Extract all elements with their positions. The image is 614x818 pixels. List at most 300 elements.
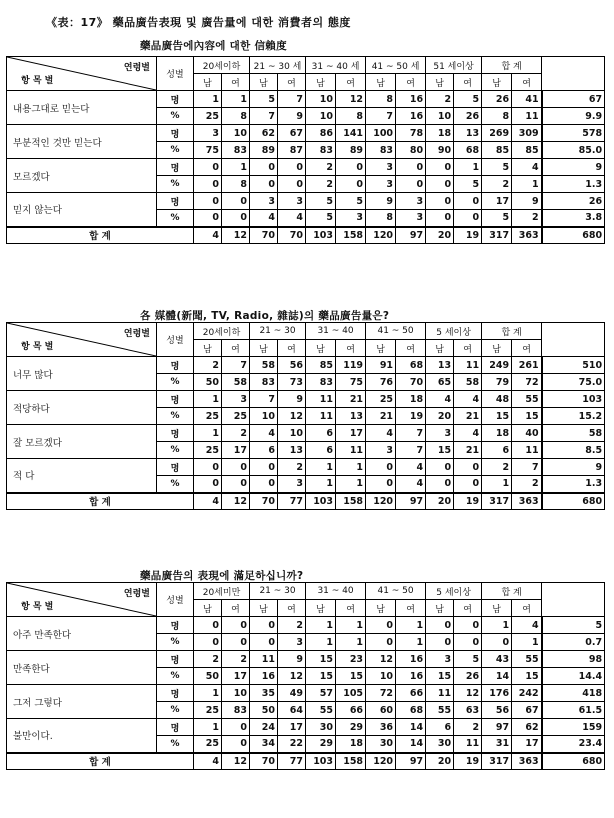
row-category-label: 만족한다 — [7, 651, 157, 685]
female-header: 여 — [336, 340, 366, 357]
female-header: 여 — [278, 340, 306, 357]
count-cell: 12 — [336, 91, 366, 108]
percent-cell: 68 — [396, 702, 426, 719]
total-cell: 120 — [366, 753, 396, 770]
total-cell: 158 — [336, 753, 366, 770]
total-cell: 12 — [222, 227, 250, 244]
count-cell: 78 — [396, 125, 426, 142]
sex-header: 성별 — [157, 57, 194, 91]
table-header-row — [7, 323, 605, 340]
percent-cell: 83 — [306, 142, 336, 159]
percent-cell: 58 — [454, 374, 482, 391]
male-header: 남 — [366, 74, 396, 91]
percent-cell: 3 — [278, 634, 306, 651]
male-header: 남 — [306, 340, 336, 357]
percent-cell: 25 — [222, 408, 250, 425]
count-cell: 16 — [396, 651, 426, 668]
count-cell: 4 — [512, 617, 542, 634]
count-cell: 3 — [396, 193, 426, 210]
item-label: 항 목 별 — [21, 342, 54, 352]
percent-cell: 14 — [396, 736, 426, 753]
count-cell: 9 — [278, 391, 306, 408]
age-group-header: 20세이하 — [194, 57, 250, 74]
table-row — [7, 719, 605, 736]
count-cell: 91 — [366, 357, 396, 374]
percent-cell: 18 — [336, 736, 366, 753]
percent-cell: 79 — [482, 374, 512, 391]
count-cell: 309 — [512, 125, 542, 142]
count-cell: 12 — [454, 685, 482, 702]
female-header: 여 — [454, 74, 482, 91]
count-cell: 26 — [542, 193, 605, 210]
count-cell: 159 — [542, 719, 605, 736]
count-cell: 3 — [250, 193, 278, 210]
row-category-label: 믿지 않는다 — [7, 193, 157, 227]
age-group-header: 5 세이상 — [426, 583, 482, 600]
percent-cell: 15 — [426, 442, 454, 459]
percent-cell: 58 — [222, 374, 250, 391]
percent-cell: 31 — [482, 736, 512, 753]
count-cell: 13 — [454, 125, 482, 142]
count-cell: 4 — [426, 391, 454, 408]
count-cell: 418 — [542, 685, 605, 702]
percent-cell: 83 — [366, 142, 396, 159]
total-label: 합 계 — [7, 753, 194, 770]
total-cell: 70 — [278, 227, 306, 244]
total-cell: 19 — [454, 493, 482, 510]
count-cell: 1 — [222, 159, 250, 176]
table-body — [7, 91, 605, 244]
count-cell: 9 — [512, 193, 542, 210]
age-group-header: 21 ~ 30 세 — [250, 57, 306, 74]
male-header: 남 — [482, 600, 512, 617]
percent-cell: 9 — [278, 108, 306, 125]
percent-cell: 11 — [512, 442, 542, 459]
total-cell: 317 — [482, 493, 512, 510]
female-header: 여 — [336, 74, 366, 91]
count-cell: 97 — [482, 719, 512, 736]
unit-pct-label: % — [157, 142, 194, 159]
count-cell: 11 — [250, 651, 278, 668]
male-header: 남 — [250, 600, 278, 617]
percent-cell: 0 — [194, 634, 222, 651]
percent-cell: 0 — [454, 476, 482, 493]
count-cell: 68 — [396, 357, 426, 374]
row-category-label: 모르겠다 — [7, 159, 157, 193]
count-cell: 1 — [194, 425, 222, 442]
percent-cell: 87 — [278, 142, 306, 159]
age-group-header: 31 ~ 40 세 — [306, 57, 366, 74]
unit-count-label: 명 — [157, 125, 194, 142]
count-cell: 1 — [306, 617, 336, 634]
count-cell: 510 — [542, 357, 605, 374]
table-header-row — [7, 583, 605, 600]
percent-cell: 1 — [396, 634, 426, 651]
count-cell: 10 — [278, 425, 306, 442]
percent-cell: 25 — [194, 408, 222, 425]
total-cell: 120 — [366, 227, 396, 244]
unit-count-label: 명 — [157, 459, 194, 476]
percent-cell: 30 — [426, 736, 454, 753]
count-cell: 5 — [306, 193, 336, 210]
count-cell: 0 — [454, 459, 482, 476]
count-cell: 5 — [250, 91, 278, 108]
count-cell: 18 — [482, 425, 512, 442]
percent-cell: 0 — [336, 176, 366, 193]
total-cell: 70 — [250, 227, 278, 244]
count-cell: 7 — [512, 459, 542, 476]
count-cell: 0 — [194, 459, 222, 476]
percent-cell: 16 — [396, 108, 426, 125]
count-cell: 35 — [250, 685, 278, 702]
count-cell: 18 — [396, 391, 426, 408]
table-row — [7, 685, 605, 702]
percent-cell: 11 — [512, 108, 542, 125]
age-group-header: 21 ~ 30 — [250, 583, 306, 600]
table-row — [7, 617, 605, 634]
percent-cell: 1.3 — [542, 176, 605, 193]
count-cell: 2 — [222, 651, 250, 668]
percent-cell: 10 — [426, 108, 454, 125]
percent-cell: 21 — [454, 442, 482, 459]
count-cell: 7 — [222, 357, 250, 374]
percent-cell: 83 — [250, 374, 278, 391]
count-cell: 1 — [194, 391, 222, 408]
count-cell: 48 — [482, 391, 512, 408]
unit-pct-label: % — [157, 736, 194, 753]
item-label: 항 목 별 — [21, 76, 54, 86]
count-cell: 55 — [512, 651, 542, 668]
percent-cell: 89 — [250, 142, 278, 159]
unit-count-label: 명 — [157, 425, 194, 442]
percent-cell: 8 — [222, 176, 250, 193]
row-category-label: 아주 만족한다 — [7, 617, 157, 651]
percent-cell: 1 — [306, 476, 336, 493]
percent-cell: 1 — [482, 476, 512, 493]
percent-cell: 1.3 — [542, 476, 605, 493]
count-cell: 16 — [396, 91, 426, 108]
female-header: 여 — [396, 340, 426, 357]
count-cell: 141 — [336, 125, 366, 142]
percent-cell: 56 — [482, 702, 512, 719]
male-header: 남 — [306, 600, 336, 617]
percent-cell: 7 — [366, 108, 396, 125]
percent-cell: 15 — [512, 668, 542, 685]
count-cell: 1 — [336, 459, 366, 476]
count-cell: 66 — [396, 685, 426, 702]
male-header: 남 — [426, 600, 454, 617]
percent-cell: 22 — [278, 736, 306, 753]
percent-cell: 3.8 — [542, 210, 605, 227]
unit-pct-label: % — [157, 702, 194, 719]
count-cell: 29 — [336, 719, 366, 736]
female-header: 여 — [454, 340, 482, 357]
count-cell: 3 — [194, 125, 222, 142]
percent-cell: 0 — [426, 176, 454, 193]
count-cell: 0 — [278, 159, 306, 176]
female-header: 여 — [512, 600, 542, 617]
percent-cell: 3 — [366, 442, 396, 459]
unit-pct-label: % — [157, 634, 194, 651]
count-cell: 4 — [454, 425, 482, 442]
unit-pct-label: % — [157, 374, 194, 391]
count-cell: 2 — [454, 719, 482, 736]
count-cell: 0 — [396, 159, 426, 176]
table-row — [7, 651, 605, 668]
percent-cell: 85 — [512, 142, 542, 159]
count-cell: 72 — [366, 685, 396, 702]
total-row — [7, 227, 605, 244]
percent-cell: 2 — [482, 176, 512, 193]
count-cell: 1 — [194, 685, 222, 702]
percent-cell: 14 — [482, 668, 512, 685]
count-cell: 1 — [222, 91, 250, 108]
percent-cell: 7 — [250, 108, 278, 125]
count-cell: 9 — [542, 459, 605, 476]
count-cell: 67 — [542, 91, 605, 108]
table-body — [7, 357, 605, 510]
percent-cell: 8.5 — [542, 442, 605, 459]
count-cell: 2 — [194, 651, 222, 668]
percent-cell: 8 — [336, 108, 366, 125]
percent-cell: 55 — [426, 702, 454, 719]
count-cell: 5 — [542, 617, 605, 634]
age-group-label: 연령별 — [123, 63, 150, 73]
percent-cell: 13 — [278, 442, 306, 459]
total-cell: 20 — [426, 493, 454, 510]
count-cell: 4 — [396, 459, 426, 476]
percent-cell: 90 — [426, 142, 454, 159]
count-cell: 49 — [278, 685, 306, 702]
percent-cell: 85 — [482, 142, 512, 159]
header-corner — [7, 583, 157, 617]
count-cell: 24 — [250, 719, 278, 736]
female-header: 여 — [396, 74, 426, 91]
percent-cell: 1 — [336, 476, 366, 493]
percent-cell: 34 — [250, 736, 278, 753]
percent-cell: 4 — [396, 476, 426, 493]
percent-cell: 67 — [512, 702, 542, 719]
unit-count-label: 명 — [157, 159, 194, 176]
female-header: 여 — [512, 340, 542, 357]
unit-count-label: 명 — [157, 651, 194, 668]
count-cell: 26 — [482, 91, 512, 108]
age-group-label: 연령별 — [123, 329, 150, 339]
count-cell: 7 — [250, 391, 278, 408]
table-row — [7, 425, 605, 442]
percent-cell: 2 — [512, 210, 542, 227]
percent-cell: 16 — [250, 668, 278, 685]
percent-cell: 2 — [512, 476, 542, 493]
total-row — [7, 493, 605, 510]
count-cell: 11 — [454, 357, 482, 374]
count-cell: 1 — [336, 617, 366, 634]
count-cell: 0 — [194, 159, 222, 176]
percent-cell: 5 — [482, 210, 512, 227]
percent-cell: 15 — [426, 668, 454, 685]
table-row — [7, 459, 605, 476]
count-cell: 17 — [482, 193, 512, 210]
percent-cell: 68 — [454, 142, 482, 159]
age-group-header: 31 ~ 40 — [306, 323, 366, 340]
female-header: 여 — [278, 600, 306, 617]
male-header: 남 — [250, 340, 278, 357]
percent-cell: 17 — [222, 668, 250, 685]
total-cell: 77 — [278, 753, 306, 770]
male-header: 남 — [250, 74, 278, 91]
percent-cell: 89 — [336, 142, 366, 159]
count-cell: 0 — [366, 459, 396, 476]
count-cell: 36 — [366, 719, 396, 736]
percent-cell: 6 — [482, 442, 512, 459]
unit-count-label: 명 — [157, 685, 194, 702]
table-1 — [6, 56, 605, 244]
percent-cell: 1 — [512, 176, 542, 193]
count-cell: 9 — [278, 651, 306, 668]
percent-cell: 17 — [222, 442, 250, 459]
count-cell: 62 — [512, 719, 542, 736]
row-category-label: 그저 그렇다 — [7, 685, 157, 719]
percent-cell: 14.4 — [542, 668, 605, 685]
total-cell: 363 — [512, 753, 542, 770]
percent-cell: 65 — [426, 374, 454, 391]
percent-cell: 26 — [454, 668, 482, 685]
table-row — [7, 193, 605, 210]
unit-pct-label: % — [157, 108, 194, 125]
age-group-header: 21 ~ 30 — [250, 323, 306, 340]
row-category-label: 적당하다 — [7, 391, 157, 425]
percent-cell: 26 — [454, 108, 482, 125]
row-category-label: 적 다 — [7, 459, 157, 493]
percent-cell: 6 — [250, 442, 278, 459]
unit-count-label: 명 — [157, 617, 194, 634]
percent-cell: 15 — [306, 668, 336, 685]
percent-cell: 75 — [194, 142, 222, 159]
age-group-header: 20세이하 — [194, 323, 250, 340]
percent-cell: 0 — [278, 176, 306, 193]
percent-cell: 11 — [336, 442, 366, 459]
percent-cell: 0 — [396, 176, 426, 193]
count-cell: 119 — [336, 357, 366, 374]
percent-cell: 30 — [366, 736, 396, 753]
row-category-label: 내용그대로 믿는다 — [7, 91, 157, 125]
count-cell: 1 — [194, 91, 222, 108]
total-cell: 680 — [542, 493, 605, 510]
percent-cell: 9.9 — [542, 108, 605, 125]
unit-pct-label: % — [157, 176, 194, 193]
count-cell: 85 — [306, 357, 336, 374]
percent-cell: 11 — [306, 408, 336, 425]
percent-cell: 17 — [512, 736, 542, 753]
percent-cell: 5 — [454, 176, 482, 193]
percent-cell: 16 — [396, 668, 426, 685]
percent-cell: 8 — [482, 108, 512, 125]
percent-cell: 25 — [194, 702, 222, 719]
count-cell: 0 — [426, 617, 454, 634]
table-row — [7, 391, 605, 408]
count-cell: 13 — [426, 357, 454, 374]
count-cell: 57 — [306, 685, 336, 702]
total-cell: 158 — [336, 227, 366, 244]
percent-cell: 21 — [366, 408, 396, 425]
percent-cell: 72 — [512, 374, 542, 391]
count-cell: 2 — [482, 459, 512, 476]
count-cell: 56 — [278, 357, 306, 374]
count-cell: 0 — [454, 617, 482, 634]
table-2-title: 各 媒體(新聞, TV, Radio, 雜誌)의 藥品廣告量은? — [140, 310, 390, 322]
percent-cell: 55 — [306, 702, 336, 719]
count-cell: 5 — [454, 91, 482, 108]
count-cell: 7 — [396, 425, 426, 442]
total-cell: 19 — [454, 753, 482, 770]
percent-cell: 12 — [278, 408, 306, 425]
row-category-label: 부분적인 것만 믿는다 — [7, 125, 157, 159]
percent-cell: 15 — [512, 408, 542, 425]
grand-total-header — [542, 583, 605, 617]
female-header: 여 — [512, 74, 542, 91]
count-cell: 578 — [542, 125, 605, 142]
percent-cell: 0 — [194, 176, 222, 193]
table-row — [7, 91, 605, 108]
count-cell: 103 — [542, 391, 605, 408]
percent-cell: 6 — [306, 442, 336, 459]
total-cell: 20 — [426, 753, 454, 770]
female-header: 여 — [396, 600, 426, 617]
total-cell: 317 — [482, 227, 512, 244]
table-3 — [6, 582, 605, 770]
count-cell: 1 — [194, 719, 222, 736]
row-category-label: 불만이다. — [7, 719, 157, 753]
total-cell: 363 — [512, 493, 542, 510]
count-cell: 100 — [366, 125, 396, 142]
percent-cell: 75 — [336, 374, 366, 391]
male-header: 남 — [482, 74, 512, 91]
percent-cell: 50 — [250, 702, 278, 719]
item-label: 항 목 별 — [21, 602, 54, 612]
total-cell: 4 — [194, 493, 222, 510]
count-cell: 21 — [336, 391, 366, 408]
count-cell: 176 — [482, 685, 512, 702]
count-cell: 4 — [512, 159, 542, 176]
count-cell: 1 — [306, 459, 336, 476]
count-cell: 58 — [250, 357, 278, 374]
table-2 — [6, 322, 605, 510]
male-header: 남 — [366, 340, 396, 357]
male-header: 남 — [426, 74, 454, 91]
count-cell: 62 — [250, 125, 278, 142]
count-cell: 11 — [426, 685, 454, 702]
percent-cell: 70 — [396, 374, 426, 391]
total-cell: 20 — [426, 227, 454, 244]
female-header: 여 — [454, 600, 482, 617]
percent-cell: 0 — [426, 476, 454, 493]
table-header-row — [7, 57, 605, 74]
count-cell: 15 — [306, 651, 336, 668]
count-cell: 30 — [306, 719, 336, 736]
percent-cell: 25 — [194, 108, 222, 125]
count-cell: 17 — [278, 719, 306, 736]
table-row — [7, 357, 605, 374]
count-cell: 2 — [222, 425, 250, 442]
percent-cell: 1 — [512, 634, 542, 651]
percent-cell: 11 — [454, 736, 482, 753]
total-cell: 12 — [222, 753, 250, 770]
count-cell: 105 — [336, 685, 366, 702]
count-cell: 2 — [278, 459, 306, 476]
count-cell: 67 — [278, 125, 306, 142]
percent-cell: 76 — [366, 374, 396, 391]
grand-total-header — [542, 57, 605, 91]
